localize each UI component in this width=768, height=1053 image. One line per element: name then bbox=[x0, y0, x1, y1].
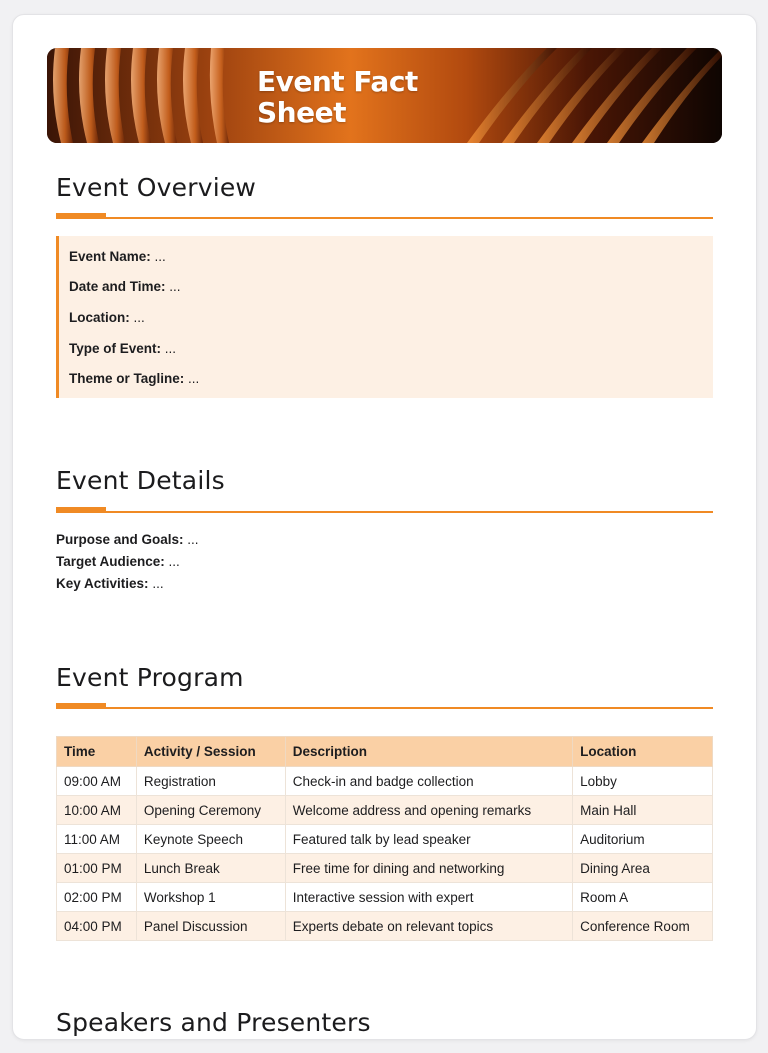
table-cell: Registration bbox=[136, 767, 285, 796]
table-cell: Lobby bbox=[573, 767, 713, 796]
table-cell: 10:00 AM bbox=[57, 796, 137, 825]
table-cell: 01:00 PM bbox=[57, 854, 137, 883]
table-cell: Free time for dining and networking bbox=[285, 854, 572, 883]
title-line-2: Sheet bbox=[257, 96, 346, 129]
table-cell: Workshop 1 bbox=[136, 883, 285, 912]
details-rule bbox=[56, 511, 713, 513]
table-cell: Check-in and badge collection bbox=[285, 767, 572, 796]
table-row bbox=[57, 767, 713, 796]
column-header-description: Description bbox=[285, 737, 572, 767]
table-cell: Featured talk by lead speaker bbox=[285, 825, 572, 854]
table-cell: 11:00 AM bbox=[57, 825, 137, 854]
overview-heading: Event Overview bbox=[56, 173, 257, 202]
table-header-row bbox=[57, 737, 713, 767]
column-header-time: Time bbox=[57, 737, 137, 767]
table-row bbox=[57, 825, 713, 854]
overview-rule bbox=[56, 217, 713, 219]
table-cell: 04:00 PM bbox=[57, 912, 137, 941]
program-rule bbox=[56, 707, 713, 709]
table-cell: Opening Ceremony bbox=[136, 796, 285, 825]
table-cell: 09:00 AM bbox=[57, 767, 137, 796]
table-cell: Conference Room bbox=[573, 912, 713, 941]
document-title bbox=[257, 66, 517, 128]
overview-field-location: Location: ... bbox=[69, 310, 145, 325]
details-field-purpose: Purpose and Goals: ... bbox=[56, 532, 199, 547]
table-row bbox=[57, 796, 713, 825]
table-cell: Auditorium bbox=[573, 825, 713, 854]
fact-sheet-page bbox=[12, 14, 757, 1040]
table-cell: Welcome address and opening remarks bbox=[285, 796, 572, 825]
title-line-1: Event Fact bbox=[257, 65, 418, 98]
table-cell: Keynote Speech bbox=[136, 825, 285, 854]
overview-box bbox=[56, 236, 713, 398]
details-field-activities: Key Activities: ... bbox=[56, 576, 164, 591]
table-row bbox=[57, 854, 713, 883]
table-cell: 02:00 PM bbox=[57, 883, 137, 912]
overview-field-theme: Theme or Tagline: ... bbox=[69, 371, 200, 386]
table-cell: Room A bbox=[573, 883, 713, 912]
program-heading: Event Program bbox=[56, 663, 244, 692]
details-rule-accent bbox=[56, 507, 106, 512]
details-heading: Event Details bbox=[56, 466, 225, 495]
table-cell: Dining Area bbox=[573, 854, 713, 883]
overview-rule-accent bbox=[56, 213, 106, 218]
table-cell: Lunch Break bbox=[136, 854, 285, 883]
overview-field-event-name: Event Name: ... bbox=[69, 249, 166, 264]
details-field-audience: Target Audience: ... bbox=[56, 554, 180, 569]
table-cell: Interactive session with expert bbox=[285, 883, 572, 912]
table-row bbox=[57, 883, 713, 912]
header-banner bbox=[47, 48, 722, 143]
program-table bbox=[56, 736, 713, 941]
table-cell: Panel Discussion bbox=[136, 912, 285, 941]
program-rule-accent bbox=[56, 703, 106, 708]
overview-field-type: Type of Event: ... bbox=[69, 341, 177, 356]
column-header-activity: Activity / Session bbox=[136, 737, 285, 767]
speakers-heading: Speakers and Presenters bbox=[56, 1008, 371, 1037]
table-cell: Experts debate on relevant topics bbox=[285, 912, 572, 941]
table-cell: Main Hall bbox=[573, 796, 713, 825]
table-row bbox=[57, 912, 713, 941]
overview-field-date-time: Date and Time: ... bbox=[69, 279, 181, 294]
column-header-location: Location bbox=[573, 737, 713, 767]
